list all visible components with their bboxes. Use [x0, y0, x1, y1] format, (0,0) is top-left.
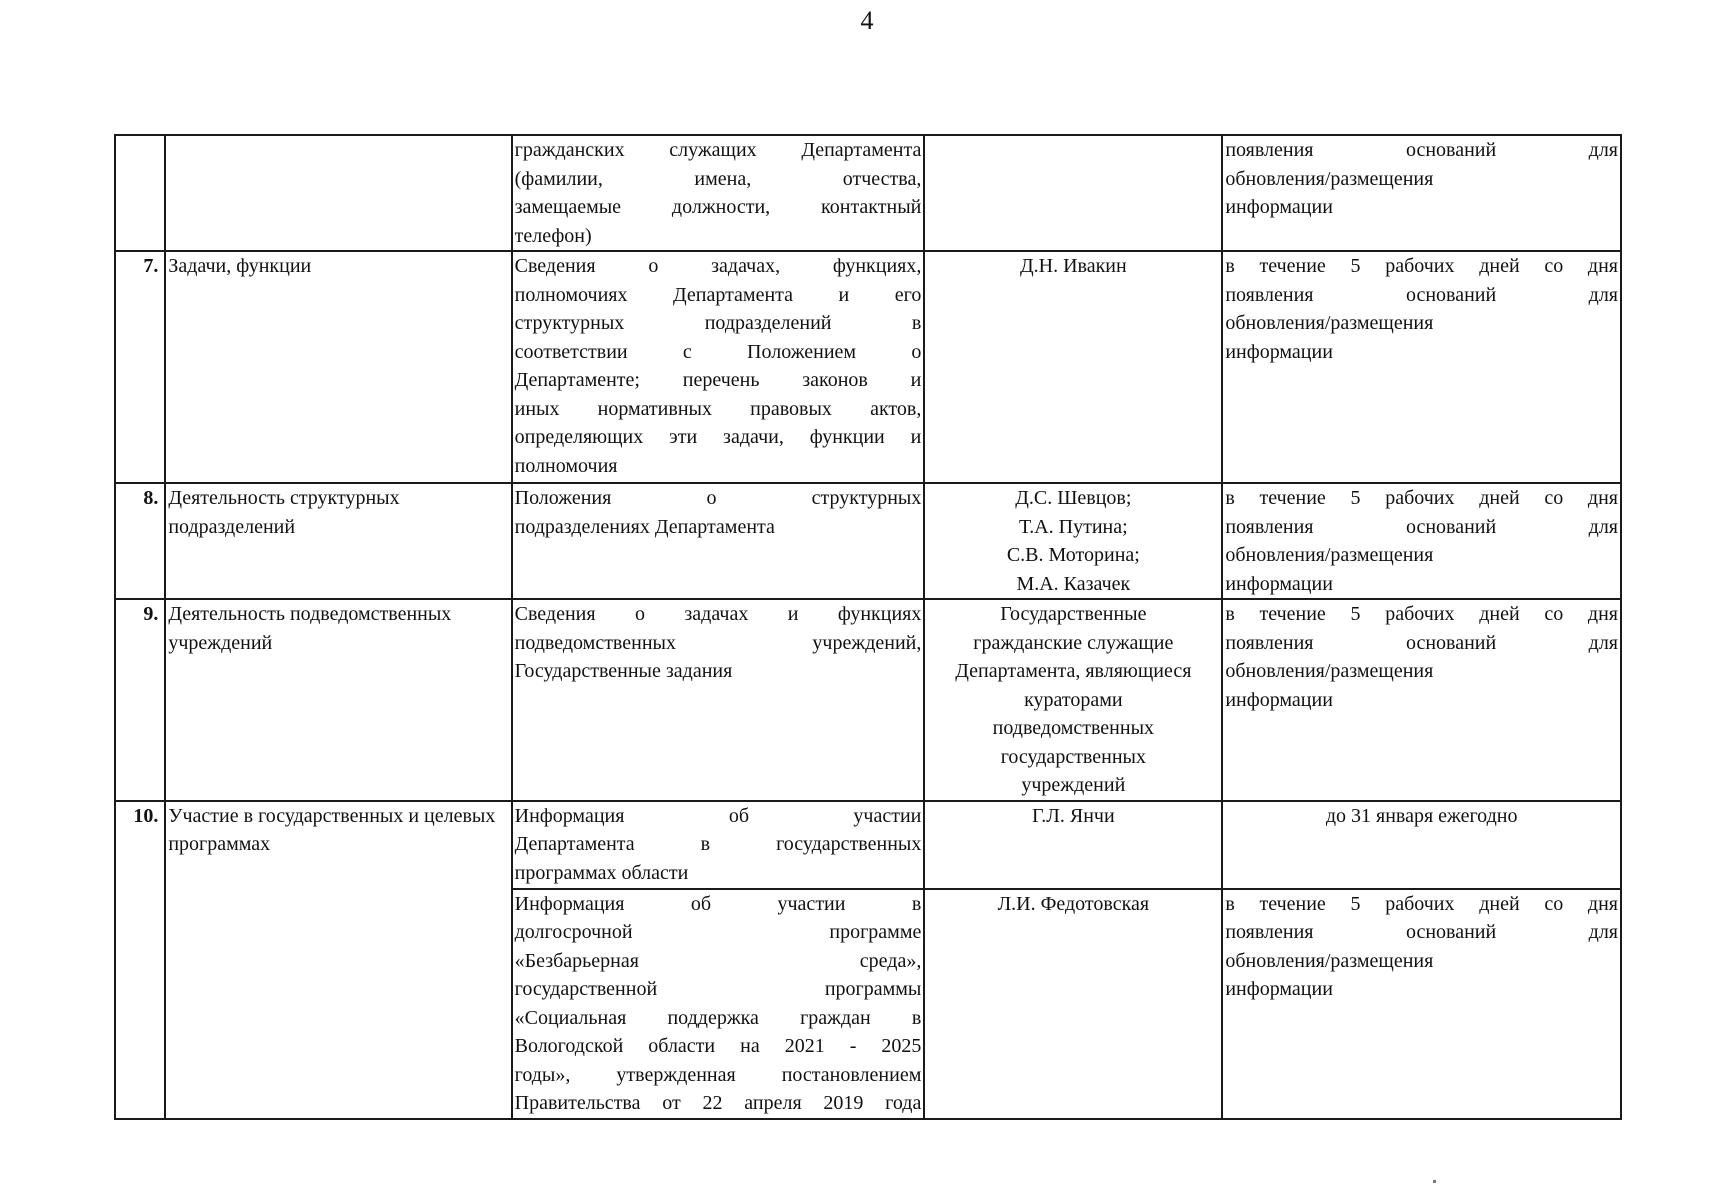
- content-line: Департамента в государственных: [514, 833, 922, 855]
- period-line: обновления/размещения: [1225, 312, 1434, 334]
- period-cell: [1222, 251, 1621, 483]
- responsible-person: Т.А. Путина;: [1019, 515, 1128, 538]
- responsible-person: кураторами: [1024, 688, 1123, 711]
- content-line: Департаменте; перечень законов и: [514, 369, 922, 391]
- content-line: (фамилии, имена, отчества,: [514, 167, 922, 190]
- period-line: информации: [1225, 340, 1333, 363]
- table-row: [115, 801, 1621, 889]
- section-title: Задачи, функции: [165, 251, 511, 483]
- content-line: замещаемые должности, контактный: [514, 196, 922, 218]
- responsible-person: гражданские служащие: [973, 631, 1174, 654]
- content-line: Сведения о задачах, функциях,: [514, 255, 922, 277]
- page-number: 4: [860, 6, 874, 35]
- period-line: до 31 января ежегодно: [1325, 804, 1518, 827]
- content-line: Сведения о задачах и функциях: [514, 603, 922, 625]
- period-line: в течение 5 рабочих дней со дня: [1225, 892, 1618, 915]
- period-line: обновления/размещения: [1225, 167, 1434, 190]
- table-row: [115, 483, 1621, 599]
- content-cell: [512, 889, 925, 1119]
- period-line: появления оснований для: [1225, 631, 1618, 654]
- row-number: 9.: [115, 599, 165, 801]
- responsible-cell: [924, 889, 1222, 1119]
- content-line: Положения о структурных: [514, 487, 922, 509]
- period-line: появления оснований для: [1225, 515, 1618, 538]
- table-row: [115, 599, 1621, 801]
- table-row: [115, 135, 1621, 251]
- section-title: Участие в государственных и целевых программах: [165, 801, 511, 1119]
- responsible-cell: [924, 251, 1222, 483]
- period-line: информации: [1225, 196, 1333, 218]
- content-line: гражданских служащих Департамента: [514, 139, 922, 161]
- period-line: в течение 5 рабочих дней со дня: [1225, 487, 1618, 509]
- period-line: информации: [1225, 978, 1333, 1000]
- row-number: 10.: [115, 801, 165, 1119]
- responsible-person: М.А. Казачек: [1016, 572, 1131, 595]
- content-line: подведомственных учреждений,: [514, 631, 922, 654]
- responsible-person: С.В. Моторина;: [1006, 544, 1140, 566]
- content-line: подразделениях Департамента: [514, 515, 775, 538]
- content-cell: [512, 801, 925, 889]
- content-line: иных нормативных правовых актов,: [514, 397, 922, 420]
- content-line: Правительства от 22 апреля 2019 года: [514, 1092, 922, 1114]
- period-line: появления оснований для: [1225, 921, 1618, 943]
- period-cell: [1222, 889, 1621, 1119]
- row-number: [115, 135, 165, 251]
- content-line: полномочиях Департамента и его: [514, 283, 922, 306]
- period-line: обновления/размещения: [1225, 660, 1434, 682]
- content-cell: [512, 599, 925, 801]
- table-row: [115, 251, 1621, 483]
- responsible-person: Г.Л. Янчи: [1032, 804, 1115, 827]
- period-cell: [1222, 801, 1621, 889]
- content-line: Информация об участии в: [514, 892, 922, 915]
- period-line: появления оснований для: [1225, 139, 1618, 161]
- responsible-person: учреждений: [1021, 774, 1126, 796]
- content-line: Вологодской области на 2021 - 2025: [514, 1035, 922, 1057]
- row-number: 7.: [115, 251, 165, 483]
- document-table: [114, 134, 1622, 1120]
- content-line: структурных подразделений в: [514, 312, 922, 334]
- content-line: программах области: [514, 861, 689, 884]
- content-line: Государственные задания: [514, 660, 733, 682]
- content-cell: [512, 135, 925, 251]
- content-line: «Социальная поддержка граждан в: [514, 1006, 922, 1029]
- responsible-person: подведомственных: [992, 717, 1155, 739]
- responsible-person: Департамента, являющиеся: [955, 660, 1192, 682]
- section-title: Деятельность структурных подразделений: [165, 483, 511, 599]
- period-cell: [1222, 599, 1621, 801]
- content-line: годы», утвержденная постановлением: [514, 1063, 922, 1086]
- content-line: полномочия: [514, 454, 618, 477]
- content-cell: [512, 251, 925, 483]
- responsible-cell: [924, 599, 1222, 801]
- period-line: обновления/размещения: [1225, 544, 1434, 566]
- period-line: информации: [1225, 688, 1333, 711]
- content-line: соответствии с Положением о: [514, 340, 922, 363]
- period-cell: [1222, 135, 1621, 251]
- period-line: обновления/размещения: [1225, 949, 1434, 972]
- scan-speck: [1433, 1180, 1436, 1183]
- section-title: Деятельность подведомственных учреждений: [165, 599, 511, 801]
- responsible-cell: [924, 135, 1222, 251]
- period-line: информации: [1225, 572, 1333, 595]
- content-line: определяющих эти задачи, функции и: [514, 426, 922, 448]
- content-line: Информация об участии: [514, 804, 922, 827]
- content-line: долгосрочной программе: [514, 921, 922, 943]
- period-cell: [1222, 483, 1621, 599]
- period-line: в течение 5 рабочих дней со дня: [1225, 255, 1618, 277]
- content-line: «Безбарьерная среда»,: [514, 949, 922, 972]
- period-line: появления оснований для: [1225, 283, 1618, 306]
- content-cell: [512, 483, 925, 599]
- content-line: телефон): [514, 224, 592, 247]
- responsible-person: Д.Н. Ивакин: [1019, 255, 1127, 277]
- responsible-person: Д.С. Шевцов;: [1015, 487, 1132, 509]
- row-number: 8.: [115, 483, 165, 599]
- responsible-cell: [924, 483, 1222, 599]
- responsible-person: Государственные: [1000, 603, 1147, 625]
- responsible-person: государственных: [1000, 745, 1146, 768]
- section-title: [165, 135, 511, 251]
- responsible-cell: [924, 801, 1222, 889]
- content-line: государственной программы: [514, 978, 922, 1000]
- period-line: в течение 5 рабочих дней со дня: [1225, 603, 1618, 625]
- responsible-person: Л.И. Федотовская: [997, 892, 1150, 915]
